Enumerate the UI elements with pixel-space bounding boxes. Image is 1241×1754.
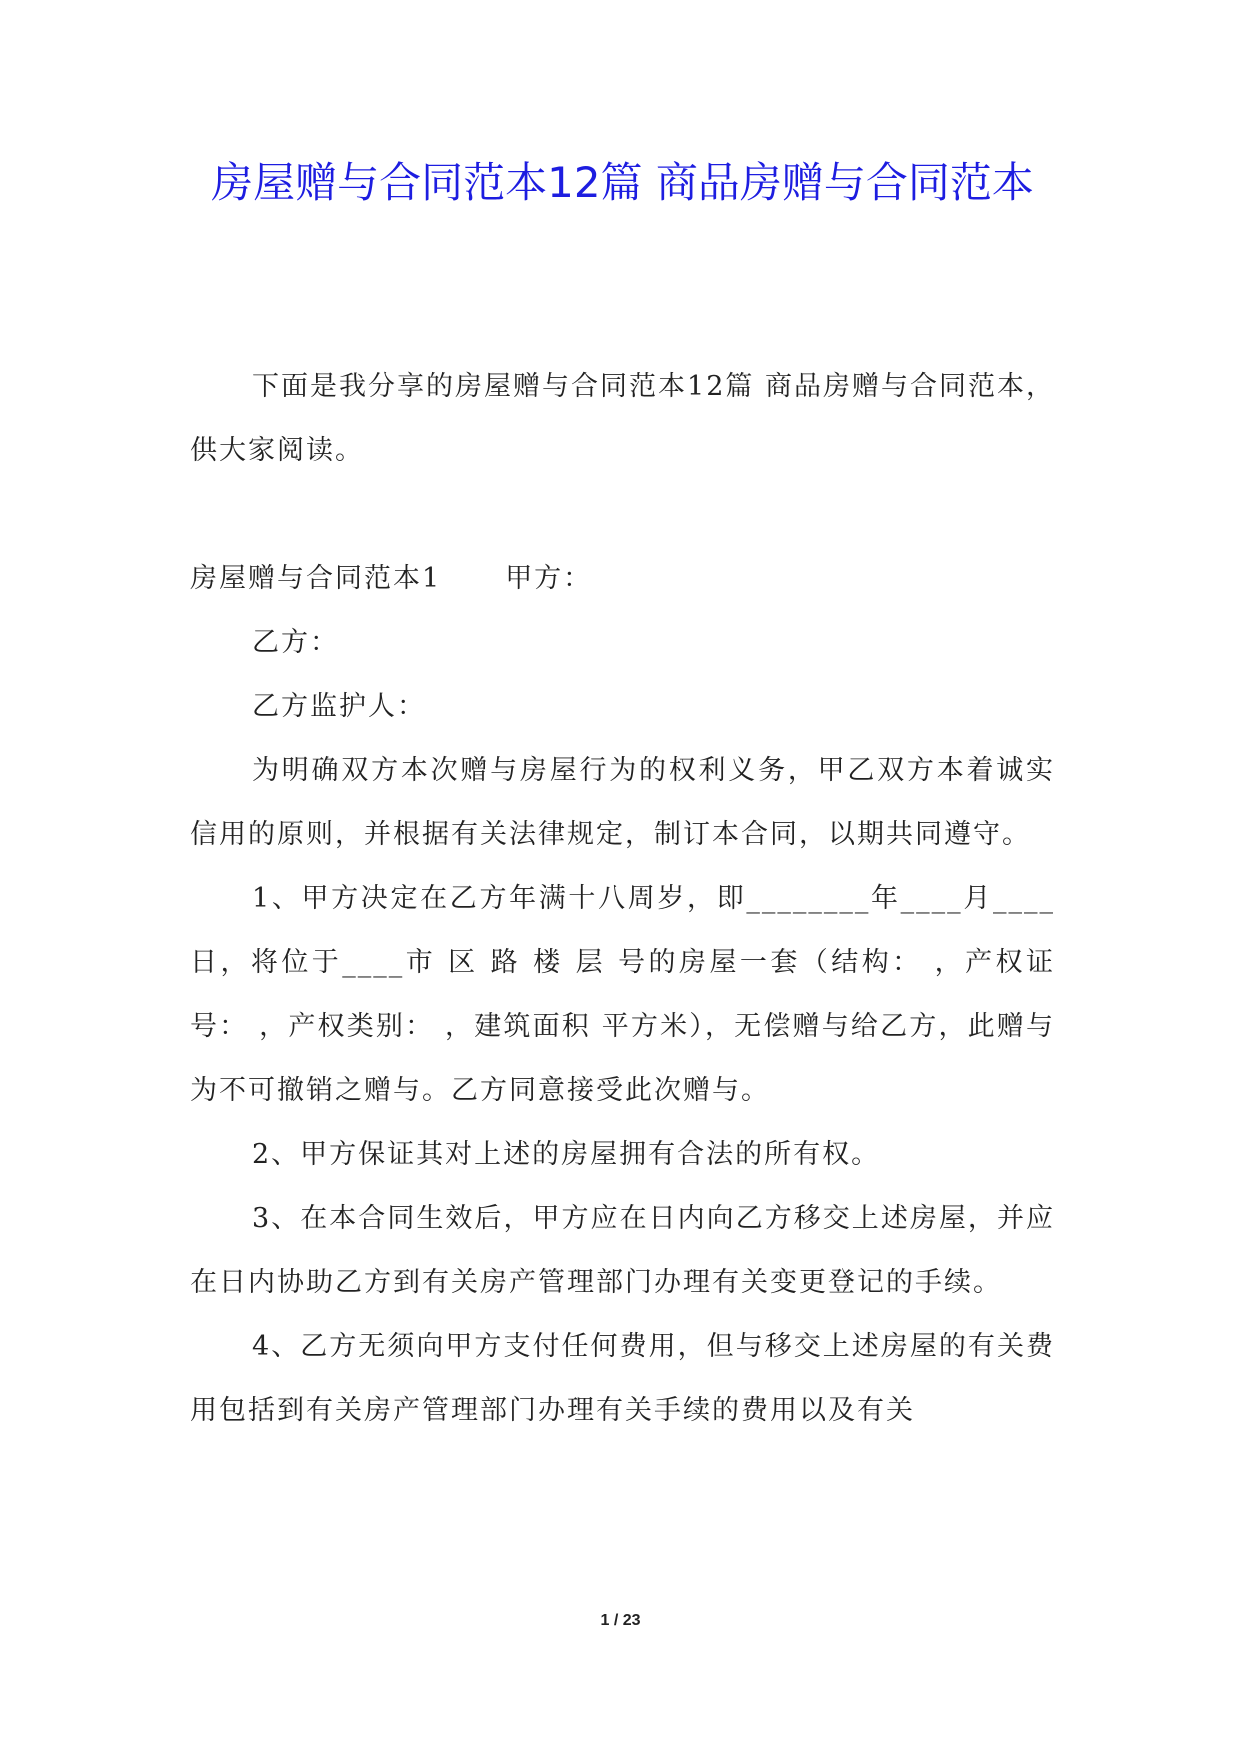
clause-4: 4、乙方无须向甲方支付任何费用，但与移交上述房屋的有关费用包括到有关房产管理部门办理有关手续的费用以及有关 <box>190 1331 1055 1426</box>
clause-3: 3、在本合同生效后，甲方应在日内向乙方移交上述房屋，并应在日内协助乙方到有关房产管理部门办理有关变更登记的手续。 <box>190 1203 1055 1298</box>
section-title: 房屋赠与合同范本1 <box>190 563 442 594</box>
clause-1: 1、甲方决定在乙方年满十八周岁，即________年____月____日，将位于____市 区 路 楼 层 号的房屋一套（结构： ，产权证号： ，产权类别： ，建筑面积 平方米），无偿赠与给乙方，此赠与为不可撤销之赠与。乙方同意接受此次赠与。 <box>190 883 1055 1106</box>
guardian-label: 乙方监护人： <box>252 691 426 722</box>
preamble-paragraph: 为明确双方本次赠与房屋行为的权利义务，甲乙双方本着诚实信用的原则，并根据有关法律规定，制订本合同，以期共同遵守。 <box>190 755 1055 850</box>
page-indicator: 1 / 23 <box>600 1612 641 1629</box>
party-a-label: 甲方： <box>505 563 593 594</box>
document-title: 房屋赠与合同范本12篇 商品房赠与合同范本 <box>211 158 1034 207</box>
clause-2: 2、甲方保证其对上述的房屋拥有合法的所有权。 <box>252 1139 881 1170</box>
party-b-label: 乙方： <box>252 627 339 658</box>
document-body <box>190 355 1055 1443</box>
section-heading-line <box>190 547 1055 611</box>
intro-paragraph: 下面是我分享的房屋赠与合同范本12篇 商品房赠与合同范本，供大家阅读。 <box>190 371 1055 466</box>
